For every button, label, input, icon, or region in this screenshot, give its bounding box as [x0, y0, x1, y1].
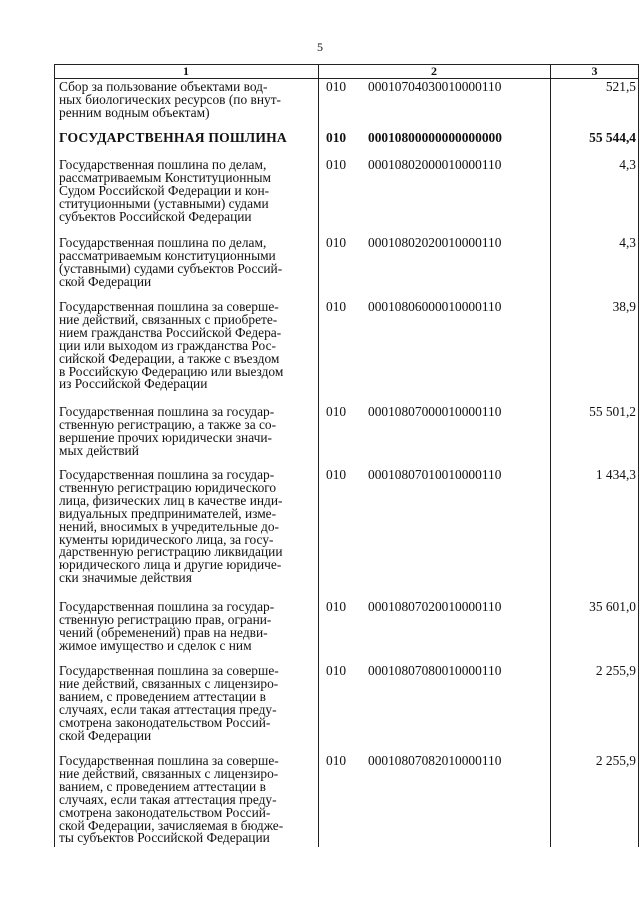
table-border-left [54, 64, 55, 847]
row-code-admin: 010 [326, 599, 347, 614]
row-code-admin: 010 [326, 753, 347, 768]
row-code-admin: 010 [326, 130, 347, 145]
row-code-admin: 010 [326, 79, 347, 94]
row-code-admin: 010 [326, 404, 347, 419]
header-col-2: 2 [431, 64, 437, 78]
row-code-admin: 010 [326, 299, 347, 314]
row-name: Государственная пошлина по делам, рассматриваемым конституционными (уставными) судами субъектов Россий- ской Федерации [59, 235, 283, 289]
row-code-kbk: 00010807000010000110 [368, 404, 502, 419]
row-code-admin: 010 [326, 157, 347, 172]
header-col-1: 1 [183, 64, 189, 78]
row-code-admin: 010 [326, 235, 347, 250]
row-code-admin: 010 [326, 663, 347, 678]
row-amount: 38,9 [612, 299, 636, 314]
row-amount: 2 255,9 [595, 753, 636, 768]
header-col-3: 3 [591, 64, 598, 78]
row-amount: 521,5 [605, 79, 636, 94]
row-code-admin: 010 [326, 467, 347, 482]
page-number: 5 [317, 40, 323, 54]
row-code-kbk: 00010807020010000110 [368, 599, 502, 614]
row-name: Государственная пошлина за государ- ственную регистрацию прав, ограни- чений (обременений) прав на недви- жимое имущество и сделок с ним [59, 599, 275, 653]
row-code-kbk: 00010807010010000110 [368, 467, 502, 482]
row-name: Сбор за пользование объектами вод- ных биологических ресурсов (по внут- ренним водным объектам) [59, 79, 282, 120]
row-code-kbk: 00010807082010000110 [368, 753, 502, 768]
table-header [54, 64, 639, 79]
row-code-kbk: 00010704030010000110 [368, 79, 502, 94]
row-name: Государственная пошлина за соверше- ние действий, связанных с лицензиро- ванием, с проведением аттестации в случаях, если такая аттестация преду- смотрена законодательством Россий- ской Федерации [59, 663, 279, 743]
row-amount: 35 601,0 [589, 599, 636, 614]
table-border-right [638, 64, 639, 847]
row-code-kbk: 00010800000000000000 [368, 130, 502, 145]
row-name: Государственная пошлина за государ- ственную регистрацию юридического лица, физических лиц в качестве инди- видуальных предпринимателей, изме- нений, вносимых в учредительные до- кументы юридического лица, за госу- дарственную регистрацию ликвидации юридического лица и другие юридиче- ски значимые действия [59, 467, 283, 586]
row-code-kbk: 00010806000010000110 [368, 299, 502, 314]
row-name: Государственная пошлина за соверше- ние действий, связанных с лицензиро- ванием, с проведением аттестации в случаях, если такая аттестация преду- смотрена законодательством Россий- ской Федерации, зачисляемая в бюдже- ты субъектов Российской Федерации [59, 753, 284, 846]
row-name: Государственная пошлина за государ- ственную регистрацию, а также за со- вершение прочих юридически значи- мых действий [59, 404, 277, 458]
row-name: Государственная пошлина за соверше- ние действий, связанных с приобрете- нием гражданства Российской Федера- ции или выходом из гражданства Рос- сийской Федерации, а также с въездом в Российскую Федерацию или выездом из Российской Федерации [59, 299, 284, 392]
row-amount: 2 255,9 [595, 663, 636, 678]
row-amount: 4,3 [619, 157, 636, 172]
row-amount: 1 434,3 [595, 467, 636, 482]
row-amount: 55 544,4 [589, 130, 636, 145]
row-name: Государственная пошлина по делам, рассматриваемым Конституционным Судом Российской Федерации и кон- ституционными (уставными) судами субъектов Российской Федерации [59, 157, 271, 224]
row-code-kbk: 00010802020010000110 [368, 235, 502, 250]
table-divider-2 [550, 64, 551, 847]
row-name: ГОСУДАРСТВЕННАЯ ПОШЛИНА [59, 130, 287, 145]
row-amount: 4,3 [619, 235, 636, 250]
row-code-kbk: 00010802000010000110 [368, 157, 502, 172]
table-divider-1 [318, 64, 319, 847]
row-code-kbk: 00010807080010000110 [368, 663, 502, 678]
row-amount: 55 501,2 [589, 404, 636, 419]
